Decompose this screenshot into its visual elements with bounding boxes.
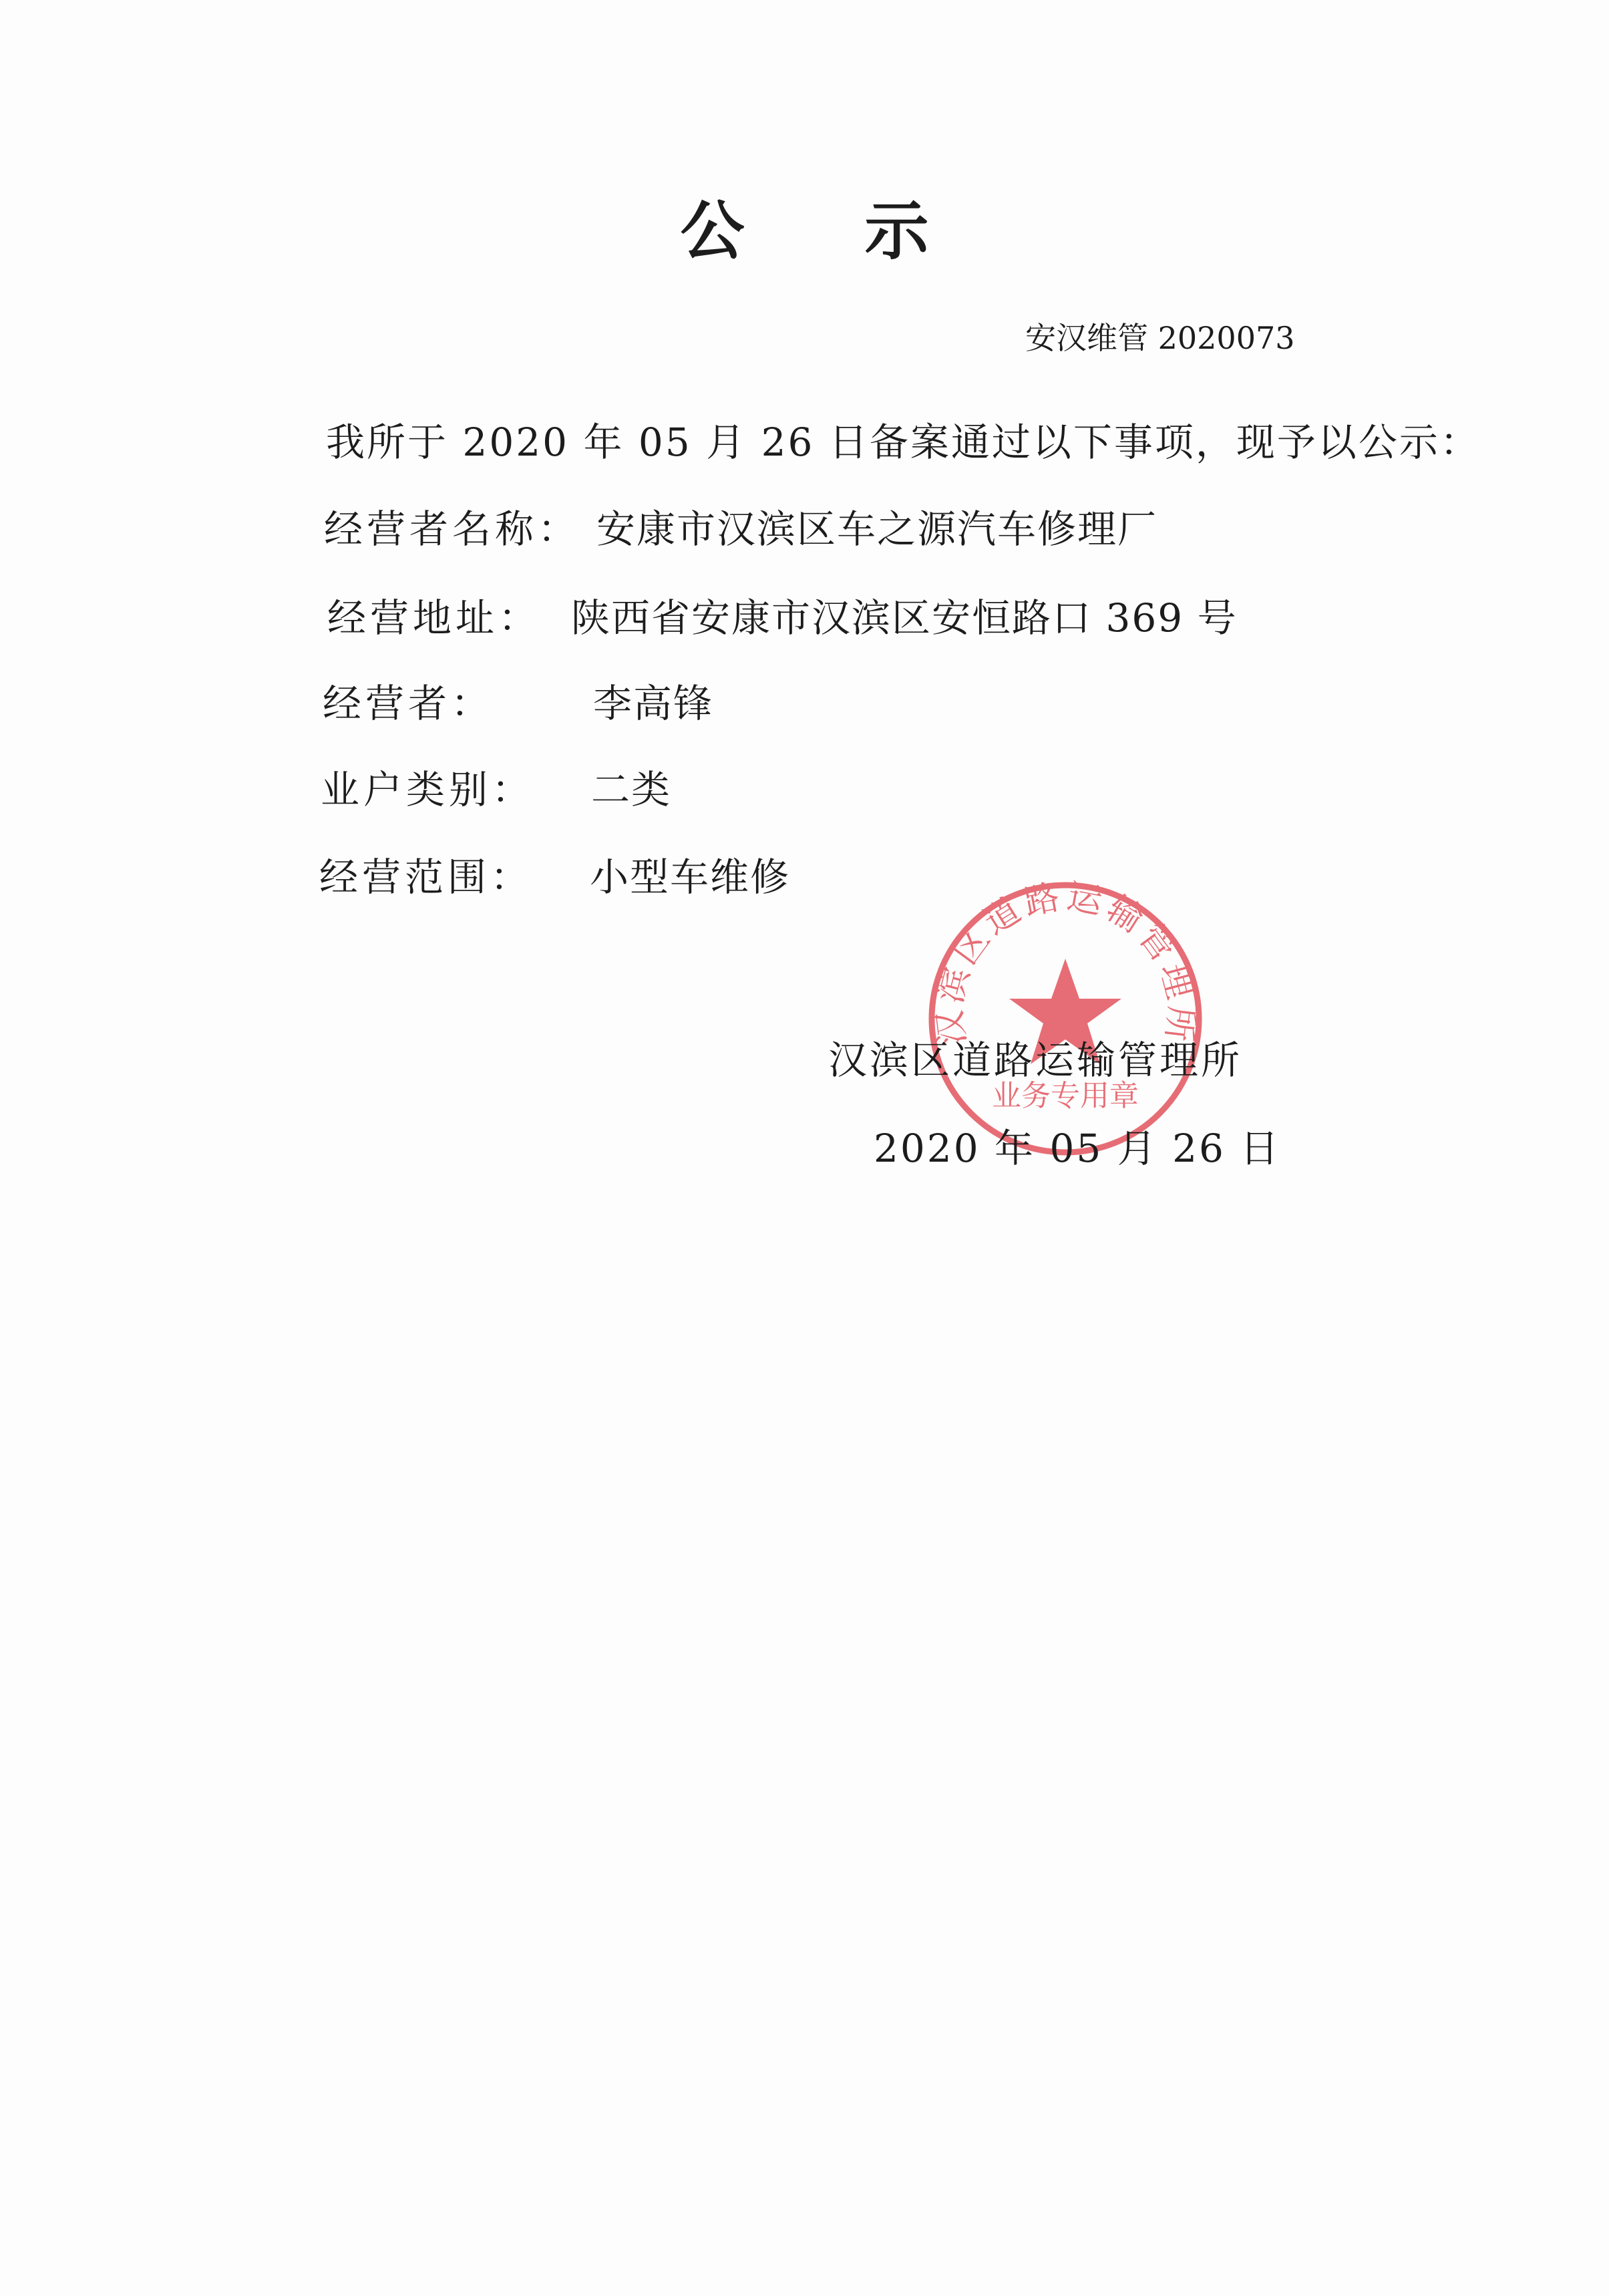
field-label: 经营者名称： <box>324 506 581 552</box>
seal-ring-text: 汉滨区道路运输管理所 <box>929 876 1202 1047</box>
title-char-1: 公 <box>680 194 745 269</box>
field-value: 二类 <box>591 767 672 812</box>
field-value: 陕西省安康市汉滨区安恒路口 369 号 <box>571 595 1238 641</box>
document-number: 安汉维管 2020073 <box>1025 320 1295 356</box>
field-label: 经营者： <box>323 681 494 726</box>
document-title <box>0 180 1609 272</box>
field-value: 李高锋 <box>593 681 714 726</box>
field-value: 安康市汉滨区车之源汽车修理厂 <box>596 506 1158 552</box>
field-value: 小型车维修 <box>590 854 791 900</box>
seal-bottom-text: 业务专用章 <box>992 1079 1139 1113</box>
field-label: 经营地址： <box>327 595 542 641</box>
issuer-name: 汉滨区道路运输管理所 <box>828 1037 1243 1083</box>
field-label: 业户类别： <box>321 767 535 812</box>
issue-date: 2020 年 05 月 26 日 <box>874 1126 1281 1171</box>
intro-paragraph: 我所于 2020 年 05 月 26 日备案通过以下事项，现予以公示： <box>326 420 1481 465</box>
field-label: 经营范围： <box>319 854 534 900</box>
title-char-2: 示 <box>864 194 929 269</box>
